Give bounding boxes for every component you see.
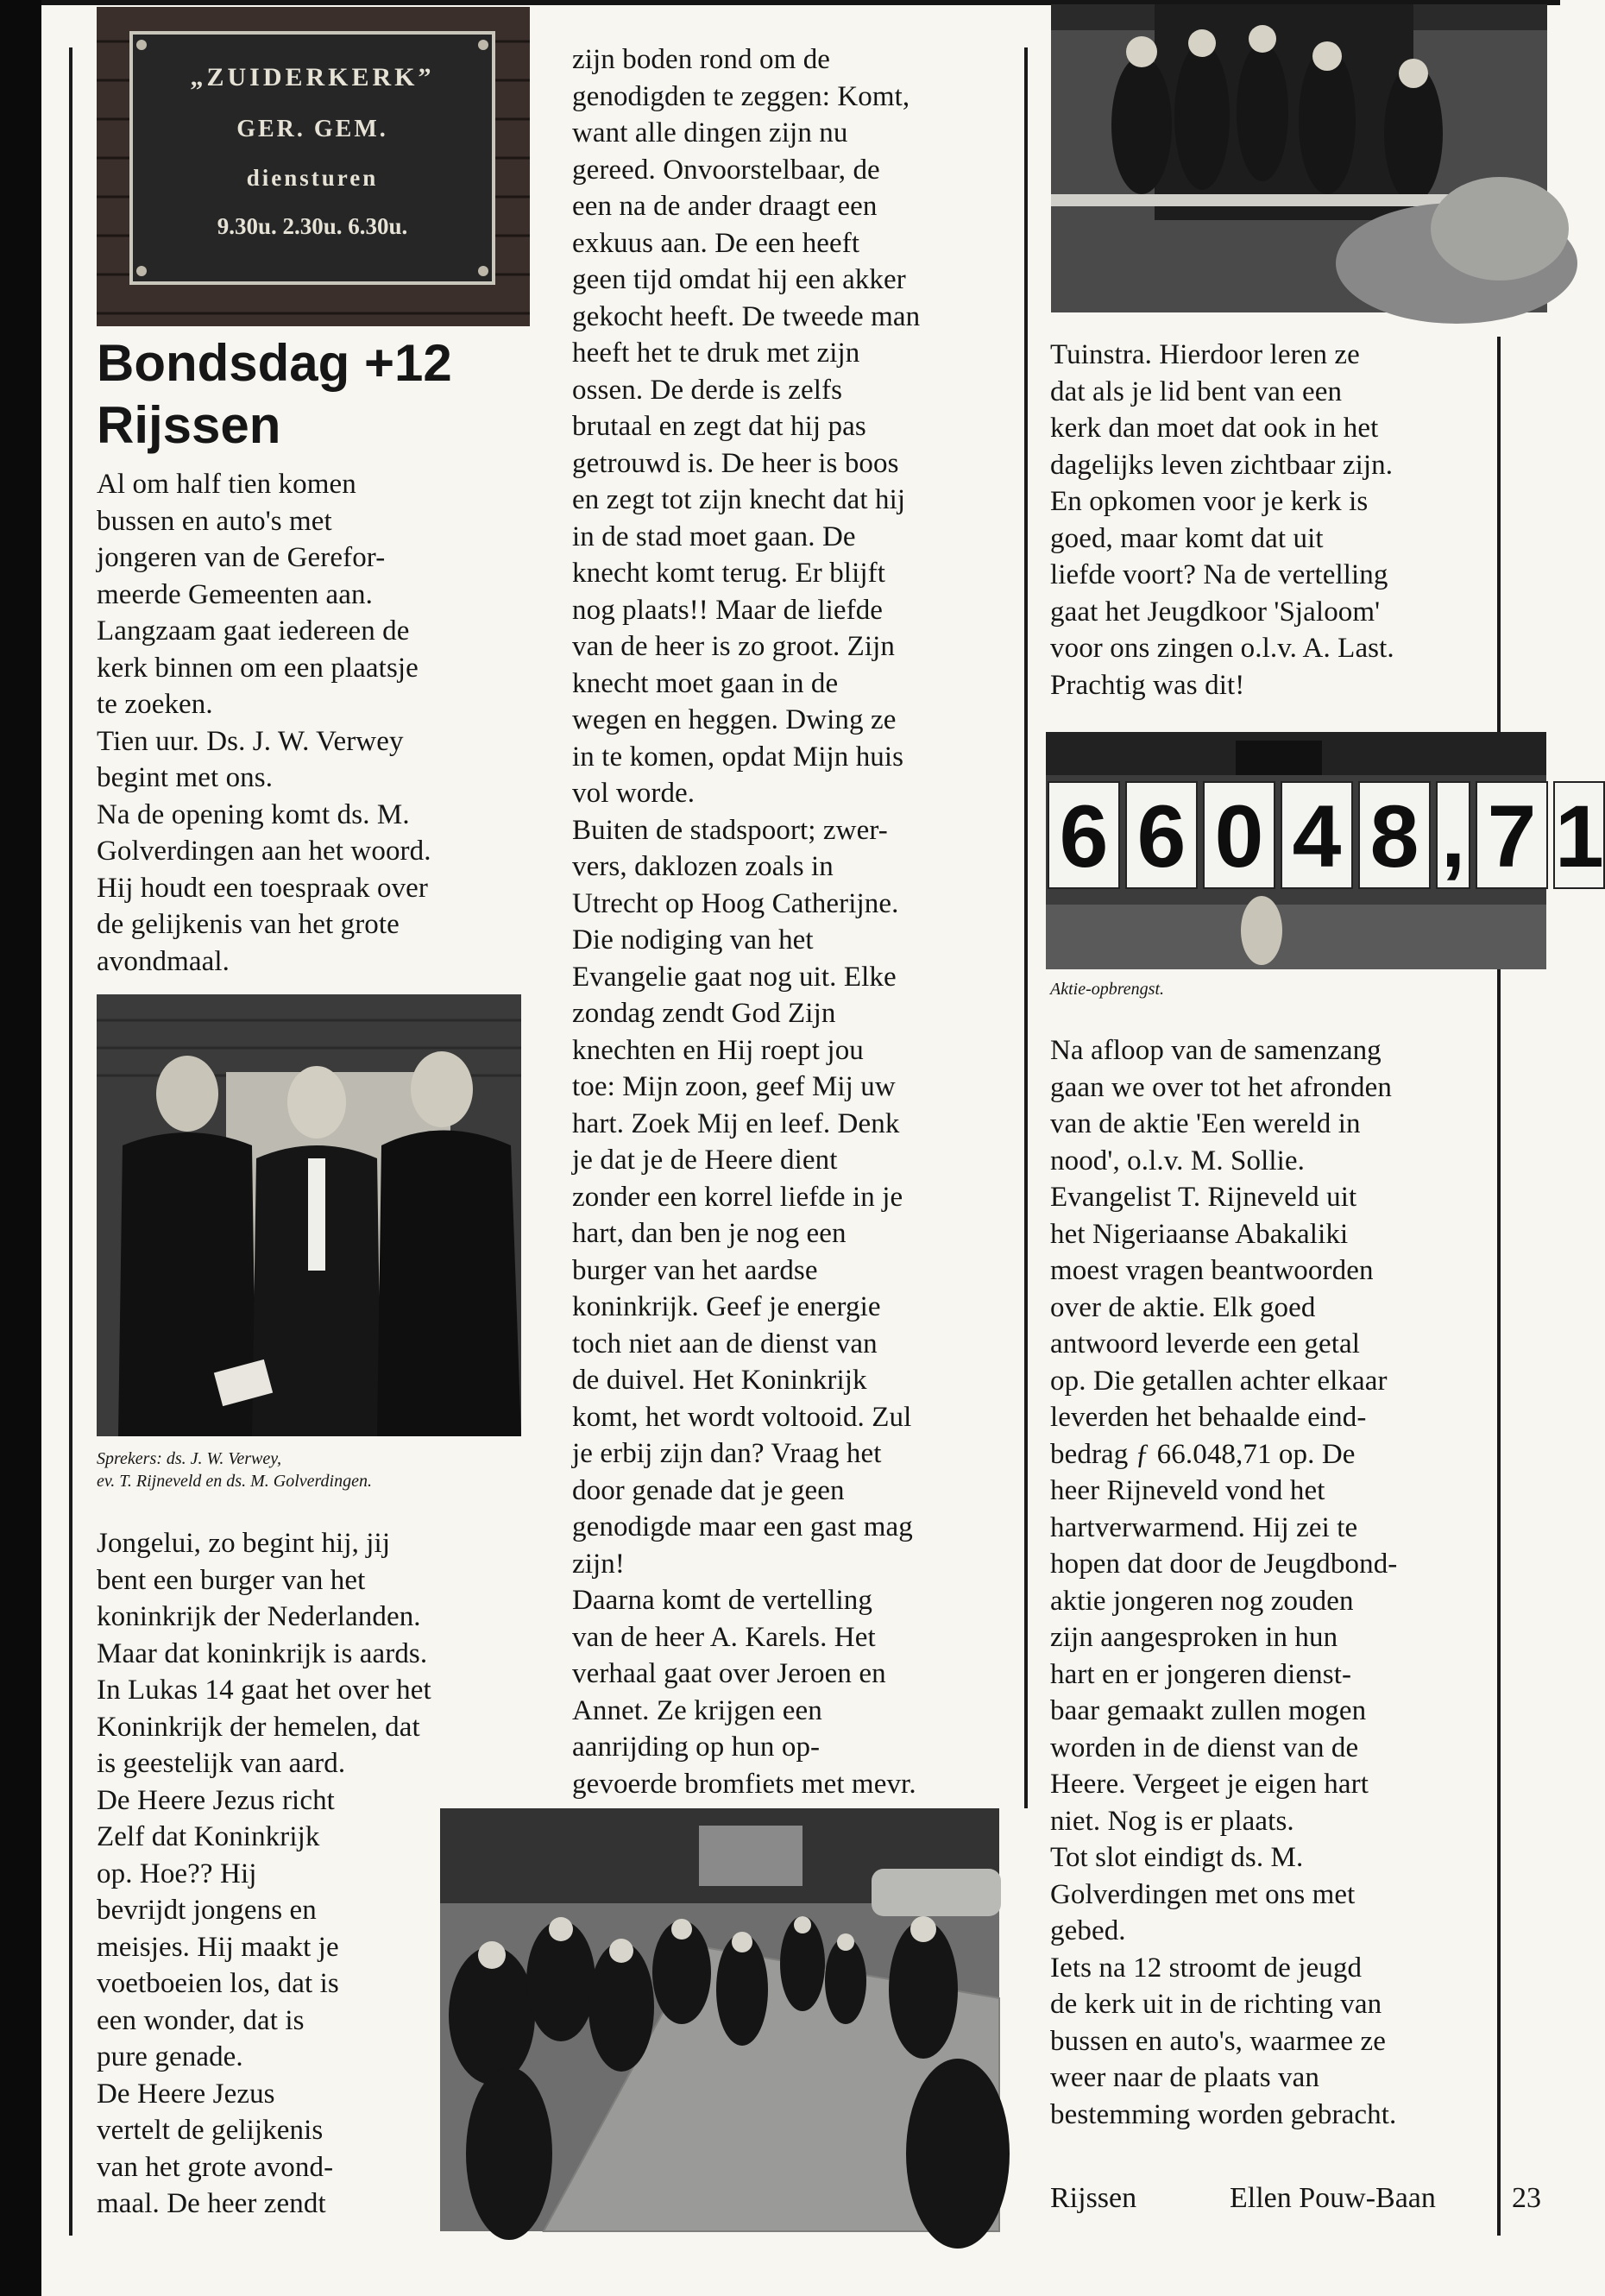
text-line: getrouwd is. De heer is boos bbox=[572, 447, 899, 479]
title-line: Rijssen bbox=[97, 396, 281, 454]
text-line: en zegt tot zijn knecht dat hij bbox=[572, 484, 906, 515]
text-line: heeft het te druk met zijn bbox=[572, 337, 860, 369]
text-line: een wonder, dat is bbox=[97, 2004, 305, 2036]
text-line: vers, daklozen zoals in bbox=[572, 851, 834, 882]
text-line: In Lukas 14 gaat het over het bbox=[97, 1675, 431, 1706]
text-line: Tuinstra. Hierdoor leren ze bbox=[1050, 339, 1360, 370]
text-line: kerk dan moet dat ook in het bbox=[1050, 413, 1379, 444]
text-line: De Heere Jezus richt bbox=[97, 1784, 335, 1816]
text-line: vertelt de gelijkenis bbox=[97, 2115, 324, 2146]
text-line: koninkrijk. Geef je energie bbox=[572, 1291, 881, 1322]
church-sign-text bbox=[131, 50, 494, 250]
text-line: geen tijd omdat hij een akker bbox=[572, 264, 906, 295]
text-line: meisjes. Hij maakt je bbox=[97, 1931, 339, 1963]
column-2-body bbox=[572, 41, 920, 1802]
speakers-photo bbox=[97, 994, 521, 1436]
text-line: van de heer is zo groot. Zijn bbox=[572, 631, 896, 662]
church-sign-photo bbox=[97, 7, 530, 326]
text-line: over de aktie. Elk goed bbox=[1050, 1291, 1316, 1323]
text-line: Jongelui, zo begint hij, jij bbox=[97, 1528, 391, 1559]
text-line: Tot slot eindigt ds. M. bbox=[1050, 1842, 1304, 1873]
caption-line: Aktie-opbrengst. bbox=[1050, 980, 1165, 999]
text-line: niet. Nog is er plaats. bbox=[1050, 1805, 1294, 1837]
text-line: jongeren van de Gerefor- bbox=[97, 542, 386, 573]
text-line: Na de opening komt ds. M. bbox=[97, 798, 410, 830]
text-line: Evangelie gaat nog uit. Elke bbox=[572, 961, 897, 993]
text-line: toch niet aan de dienst van bbox=[572, 1328, 878, 1359]
text-line: door genade dat je geen bbox=[572, 1474, 845, 1506]
caption-line: ev. T. Rijneveld en ds. M. Golverdingen. bbox=[97, 1472, 372, 1491]
text-line: zijn! bbox=[572, 1548, 625, 1580]
text-line: leverden het behaalde eind- bbox=[1050, 1402, 1367, 1433]
text-line: Maar dat koninkrijk is aards. bbox=[97, 1637, 428, 1669]
text-line: gaat het Jeugdkoor 'Sjaloom' bbox=[1050, 596, 1381, 628]
caption-line: Sprekers: ds. J. W. Verwey, bbox=[97, 1449, 282, 1468]
column-rule-right bbox=[1497, 337, 1501, 2236]
article-title bbox=[97, 332, 452, 457]
text-line: kerk binnen om een plaatsje bbox=[97, 652, 419, 684]
text-line: van het grote avond- bbox=[97, 2151, 334, 2183]
sign-line: 9.30u. 2.30u. 6.30u. bbox=[217, 213, 408, 239]
text-line: Al om half tien komen bbox=[97, 469, 356, 500]
text-line: avondmaal. bbox=[97, 945, 230, 977]
text-line: nood', o.l.v. M. Sollie. bbox=[1050, 1145, 1305, 1176]
text-line: hartverwarmend. Hij zei te bbox=[1050, 1511, 1358, 1543]
text-line: Evangelist T. Rijneveld uit bbox=[1050, 1182, 1357, 1213]
text-line: je erbij zijn dan? Vraag het bbox=[572, 1438, 882, 1469]
column-1-intro bbox=[97, 466, 431, 980]
text-line: voor ons zingen o.l.v. A. Last. bbox=[1050, 633, 1394, 664]
text-line: worden in de dienst van de bbox=[1050, 1731, 1359, 1763]
text-line: Golverdingen aan het woord. bbox=[97, 836, 431, 867]
digit-card: , bbox=[1436, 781, 1470, 889]
text-line: En opkomen voor je kerk is bbox=[1050, 486, 1369, 517]
text-line: knecht moet gaan in de bbox=[572, 667, 839, 699]
text-line: Prachtig was dit! bbox=[1050, 669, 1245, 701]
text-line: toe: Mijn zoon, geef Mij uw bbox=[572, 1071, 896, 1102]
text-line: dagelijks leven zichtbaar zijn. bbox=[1050, 449, 1394, 481]
digit-card: 8 bbox=[1358, 781, 1431, 889]
sign-line: „ZUIDERKERK” bbox=[190, 63, 435, 91]
digit-card: 0 bbox=[1203, 781, 1275, 889]
text-line: Langzaam gaat iedereen de bbox=[97, 615, 410, 647]
text-line: Annet. Ze krijgen een bbox=[572, 1694, 822, 1726]
text-line: Heere. Vergeet je eigen hart bbox=[1050, 1769, 1369, 1800]
text-line: gereed. Onvoorstelbaar, de bbox=[572, 154, 880, 186]
text-line: hart, dan ben je nog een bbox=[572, 1218, 847, 1249]
text-line: bestemming worden gebracht. bbox=[1050, 2098, 1397, 2130]
text-line: goed, maar komt dat uit bbox=[1050, 522, 1324, 554]
footer-place: Rijssen bbox=[1050, 2182, 1137, 2214]
digit-card: 1 bbox=[1553, 781, 1605, 889]
text-line: bussen en auto's, waarmee ze bbox=[1050, 2025, 1387, 2057]
column-3-body bbox=[1050, 1032, 1397, 2133]
text-line: op. Hoe?? Hij bbox=[97, 1858, 257, 1889]
page-edge bbox=[0, 0, 41, 2296]
text-line: van de heer A. Karels. Het bbox=[572, 1621, 876, 1653]
text-line: Die nodiging van het bbox=[572, 924, 814, 956]
text-line: moest vragen beantwoorden bbox=[1050, 1255, 1374, 1286]
column-rule-left bbox=[69, 47, 72, 2236]
text-line: de gelijkenis van het grote bbox=[97, 909, 400, 940]
text-line: nog plaats!! Maar de liefde bbox=[572, 594, 884, 626]
text-line: want alle dingen zijn nu bbox=[572, 117, 848, 148]
footer-author: Ellen Pouw-Baan bbox=[1230, 2182, 1436, 2214]
text-line: gebed. bbox=[1050, 1915, 1126, 1946]
text-line: exkuus aan. De een heeft bbox=[572, 227, 860, 259]
text-line: bevrijdt jongens en bbox=[97, 1895, 317, 1926]
text-line: Daarna komt de vertelling bbox=[572, 1585, 872, 1616]
text-line: zonder een korrel liefde in je bbox=[572, 1181, 903, 1213]
text-line: van de aktie 'Een wereld in bbox=[1050, 1108, 1361, 1139]
text-line: begint met ons. bbox=[97, 762, 274, 793]
text-line: Golverdingen met ons met bbox=[1050, 1878, 1356, 1910]
crowd-outside-church-photo bbox=[440, 1808, 999, 2231]
text-line: aktie jongeren nog zouden bbox=[1050, 1585, 1354, 1617]
text-line: hart. Zoek Mij en leef. Denk bbox=[572, 1107, 900, 1139]
text-line: liefde voort? Na de vertelling bbox=[1050, 559, 1388, 590]
text-line: meerde Gemeenten aan. bbox=[97, 578, 373, 610]
text-line: bedrag ƒ 66.048,71 op. De bbox=[1050, 1438, 1356, 1470]
text-line: baar gemaakt zullen mogen bbox=[1050, 1695, 1367, 1726]
digit-card: 7 bbox=[1476, 781, 1548, 889]
text-line: zijn aangesproken in hun bbox=[1050, 1622, 1338, 1653]
text-line: knecht komt terug. Er blijft bbox=[572, 558, 885, 589]
text-line: op. Die getallen achter elkaar bbox=[1050, 1365, 1388, 1397]
text-line: Hij houdt een toespraak over bbox=[97, 872, 429, 904]
title-line: Bondsdag +12 bbox=[97, 334, 452, 392]
text-line: gaan we over tot het afronden bbox=[1050, 1071, 1392, 1103]
digit-card: 6 bbox=[1125, 781, 1198, 889]
column-1-body bbox=[97, 1525, 431, 2223]
text-line: de kerk uit in de richting van bbox=[1050, 1989, 1382, 2020]
text-line: Utrecht op Hoog Catherijne. bbox=[572, 887, 899, 919]
text-line: De Heere Jezus bbox=[97, 2078, 275, 2110]
text-line: zondag zendt God Zijn bbox=[572, 998, 836, 1029]
digit-card: 6 bbox=[1048, 781, 1120, 889]
donation-caption bbox=[1050, 978, 1164, 1000]
text-line: gevoerde bromfiets met mevr. bbox=[572, 1768, 916, 1800]
text-line: dat als je lid bent van een bbox=[1050, 375, 1343, 407]
text-line: burger van het aardse bbox=[572, 1254, 818, 1286]
text-line: genodigden te zeggen: Komt, bbox=[572, 80, 910, 112]
text-line: in te komen, opdat Mijn huis bbox=[572, 741, 904, 773]
sign-line: GER. GEM. bbox=[236, 116, 388, 142]
page-number: 23 bbox=[1512, 2182, 1541, 2214]
text-line: bussen en auto's met bbox=[97, 505, 332, 537]
donation-digits bbox=[1048, 781, 1605, 889]
text-line: is geestelijk van aard. bbox=[97, 1748, 346, 1779]
text-line: de duivel. Het Koninkrijk bbox=[572, 1365, 867, 1396]
text-line: hart en er jongeren dienst- bbox=[1050, 1658, 1352, 1690]
text-line: heer Rijneveld vond het bbox=[1050, 1475, 1325, 1506]
text-line: Zelf dat Koninkrijk bbox=[97, 1821, 320, 1852]
text-line: een na de ander draagt een bbox=[572, 191, 878, 222]
text-line: Koninkrijk der hemelen, dat bbox=[97, 1711, 420, 1743]
text-line: je dat je de Heere dient bbox=[572, 1145, 838, 1176]
text-line: te zoeken. bbox=[97, 689, 213, 720]
text-line: wegen en heggen. Dwing ze bbox=[572, 704, 897, 735]
text-line: vol worde. bbox=[572, 778, 696, 809]
text-line: genodigde maar een gast mag bbox=[572, 1511, 913, 1542]
text-line: Buiten de stadspoort; zwer- bbox=[572, 814, 888, 846]
text-line: gekocht heeft. De tweede man bbox=[572, 300, 921, 332]
text-line: verhaal gaat over Jeroen en bbox=[572, 1658, 886, 1689]
digit-card: 4 bbox=[1281, 781, 1353, 889]
text-line: ossen. De derde is zelfs bbox=[572, 374, 843, 406]
text-line: aanrijding op hun op- bbox=[572, 1731, 821, 1763]
column-rule-middle bbox=[1024, 47, 1028, 1808]
text-line: brutaal en zegt dat hij pas bbox=[572, 411, 866, 442]
text-line: hopen dat door de Jeugdbond- bbox=[1050, 1549, 1398, 1580]
text-line: in de stad moet gaan. De bbox=[572, 520, 856, 552]
text-line: knechten en Hij roept jou bbox=[572, 1034, 864, 1066]
text-line: voetboeien los, dat is bbox=[97, 1968, 339, 1999]
text-line: Na afloop van de samenzang bbox=[1050, 1035, 1382, 1066]
text-line: het Nigeriaanse Abakaliki bbox=[1050, 1218, 1349, 1250]
text-line: maal. De heer zendt bbox=[97, 2188, 326, 2219]
speakers-caption bbox=[97, 1448, 372, 1492]
sign-line: diensturen bbox=[246, 165, 379, 191]
youth-group-photo bbox=[1051, 4, 1547, 312]
text-line: zijn boden rond om de bbox=[572, 44, 831, 75]
text-line: Iets na 12 stroomt de jeugd bbox=[1050, 1952, 1363, 1984]
column-3-intro bbox=[1050, 337, 1394, 703]
text-line: bent een burger van het bbox=[97, 1564, 366, 1596]
text-line: komt, het wordt voltooid. Zul bbox=[572, 1401, 912, 1433]
text-line: Tien uur. Ds. J. W. Verwey bbox=[97, 725, 404, 757]
text-line: weer naar de plaats van bbox=[1050, 2062, 1319, 2093]
text-line: koninkrijk der Nederlanden. bbox=[97, 1601, 421, 1632]
text-line: antwoord leverde een getal bbox=[1050, 1328, 1361, 1359]
text-line: pure genade. bbox=[97, 2041, 243, 2072]
